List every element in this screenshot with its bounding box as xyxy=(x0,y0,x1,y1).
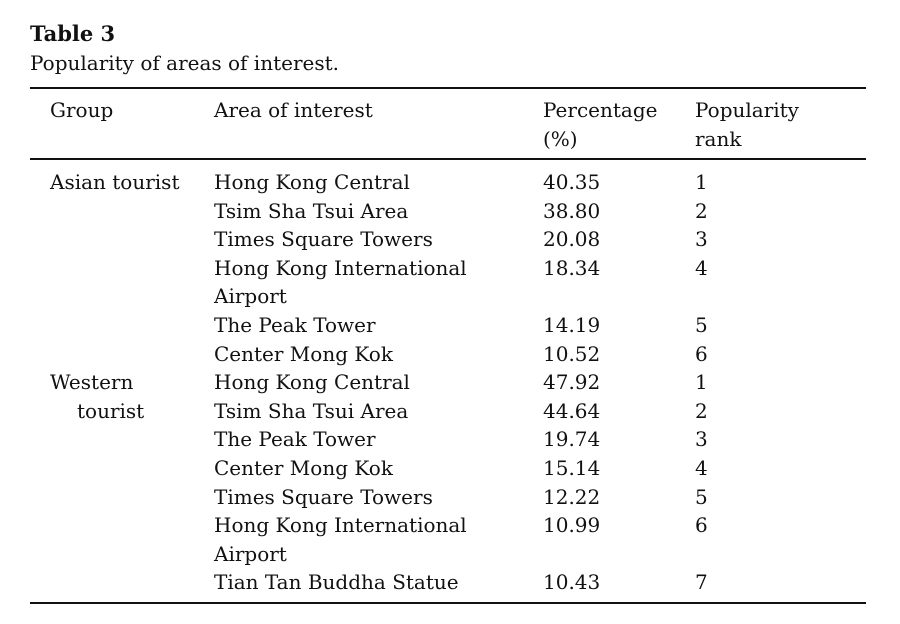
header-area: Area of interest xyxy=(214,98,373,122)
table-cell-area: Hong Kong International Airport xyxy=(214,255,467,309)
table-cell-area: Hong Kong Central xyxy=(214,170,410,194)
table-cell-percentage: 12.22 xyxy=(543,484,601,509)
table-cell-percentage: 20.08 xyxy=(543,227,601,252)
table-cell-percentage: 38.80 xyxy=(543,198,601,223)
header-percentage-line1: Percentage xyxy=(543,98,658,122)
table-caption: Popularity of areas of interest. xyxy=(30,51,340,75)
table-cell-percentage: 19.74 xyxy=(543,427,601,452)
table-cell-area: Hong Kong International Airport xyxy=(214,513,467,566)
group-label-line1: Asian tourist xyxy=(50,170,180,194)
table-cell-percentage: 10.99 xyxy=(543,513,601,538)
table-cell-rank: 1 xyxy=(695,170,708,194)
table-cell-area: Times Square Towers xyxy=(214,484,433,509)
table-cell-rank: 6 xyxy=(695,341,708,366)
table-cell-rank: 1 xyxy=(695,370,708,395)
header-rank-line2: rank xyxy=(695,126,742,151)
table-cell-rank: 5 xyxy=(695,484,708,509)
header-rank-line1: Popularity xyxy=(695,98,799,122)
header-group: Group xyxy=(50,98,114,122)
group-label xyxy=(50,368,200,425)
top-rule xyxy=(30,87,866,89)
group-label-line2: tourist xyxy=(77,398,145,423)
table-cell-rank: 6 xyxy=(695,513,708,538)
group-label xyxy=(50,168,200,197)
table-cell-rank: 5 xyxy=(695,313,708,337)
table-cell-area: Center Mong Kok xyxy=(214,341,393,366)
table-cell-area: Hong Kong Central xyxy=(214,370,410,395)
table-cell-percentage: 10.43 xyxy=(543,570,601,595)
table-cell-area: The Peak Tower xyxy=(214,427,376,452)
header-percentage-line2: (%) xyxy=(543,126,578,151)
table-cell-percentage: 10.52 xyxy=(543,341,601,366)
table-label: Table 3 xyxy=(30,21,116,46)
table-cell-percentage: 44.64 xyxy=(543,398,601,423)
table-cell-percentage: 47.92 xyxy=(543,370,601,395)
table-cell-percentage: 18.34 xyxy=(543,255,601,280)
table-cell-area: The Peak Tower xyxy=(214,313,376,337)
table-cell-percentage: 15.14 xyxy=(543,456,601,480)
table-cell-percentage: 14.19 xyxy=(543,313,601,337)
table-cell-rank: 2 xyxy=(695,398,708,423)
table-cell-rank: 7 xyxy=(695,570,708,595)
table-cell-area: Tsim Sha Tsui Area xyxy=(214,198,409,223)
table-cell-percentage: 40.35 xyxy=(543,170,601,194)
header-rule xyxy=(30,158,866,160)
bottom-rule xyxy=(30,602,866,604)
table-cell-area: Center Mong Kok xyxy=(214,456,393,480)
table-cell-rank: 4 xyxy=(695,456,708,480)
table-cell-rank: 2 xyxy=(695,198,708,223)
table-cell-area: Tian Tan Buddha Statue xyxy=(214,570,459,595)
group-label-line1: Western xyxy=(50,370,134,395)
header-rank xyxy=(695,96,835,153)
table-cell-rank: 3 xyxy=(695,427,708,452)
table-cell-rank: 3 xyxy=(695,227,708,252)
table-cell-area: Tsim Sha Tsui Area xyxy=(214,398,409,423)
table-cell-rank: 4 xyxy=(695,255,708,280)
header-percentage xyxy=(543,96,683,153)
table-cell-area: Times Square Towers xyxy=(214,227,433,252)
